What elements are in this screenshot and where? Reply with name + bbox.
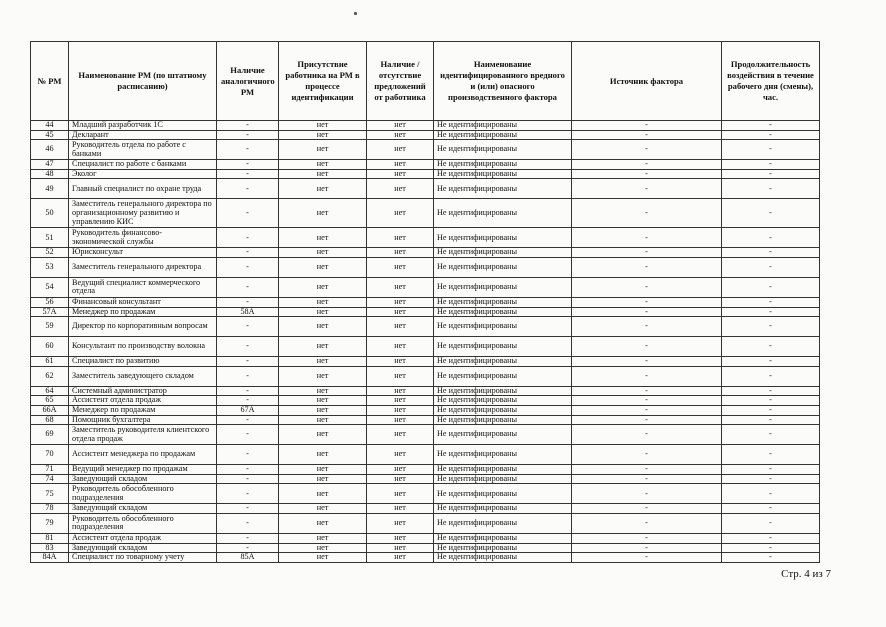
row-presence: нет: [279, 179, 367, 199]
row-position-name: Заместитель заведующего складом: [69, 366, 217, 386]
row-proposals: нет: [367, 248, 434, 258]
row-duration: -: [722, 386, 820, 396]
row-proposals: нет: [367, 357, 434, 367]
row-duration: -: [722, 199, 820, 228]
row-analog: -: [217, 504, 279, 514]
row-duration: -: [722, 248, 820, 258]
row-analog: -: [217, 533, 279, 543]
row-presence: нет: [279, 160, 367, 170]
row-proposals: нет: [367, 366, 434, 386]
row-duration: -: [722, 357, 820, 367]
row-proposals: нет: [367, 504, 434, 514]
row-position-name: Специалист по товарному учету: [69, 553, 217, 563]
row-proposals: нет: [367, 415, 434, 425]
row-analog: -: [217, 445, 279, 465]
row-duration: -: [722, 366, 820, 386]
row-source: -: [572, 199, 722, 228]
row-factor: Не идентифицированы: [434, 366, 572, 386]
row-proposals: нет: [367, 317, 434, 337]
row-duration: -: [722, 553, 820, 563]
row-duration: -: [722, 513, 820, 533]
row-presence: нет: [279, 337, 367, 357]
row-position-name: Декларант: [69, 130, 217, 140]
table-row: [31, 307, 820, 317]
row-factor: Не идентифицированы: [434, 169, 572, 179]
row-analog: -: [217, 337, 279, 357]
row-position-name: Заведующий складом: [69, 504, 217, 514]
row-proposals: нет: [367, 405, 434, 415]
row-analog: -: [217, 277, 279, 297]
row-proposals: нет: [367, 169, 434, 179]
row-proposals: нет: [367, 179, 434, 199]
row-source: -: [572, 474, 722, 484]
row-source: -: [572, 248, 722, 258]
row-factor: Не идентифицированы: [434, 160, 572, 170]
row-proposals: нет: [367, 386, 434, 396]
row-duration: -: [722, 504, 820, 514]
row-presence: нет: [279, 396, 367, 406]
row-proposals: нет: [367, 140, 434, 160]
row-analog: -: [217, 169, 279, 179]
row-number: 45: [31, 130, 69, 140]
row-number: 83: [31, 543, 69, 553]
table-row: [31, 405, 820, 415]
row-proposals: нет: [367, 307, 434, 317]
row-duration: -: [722, 140, 820, 160]
row-number: 81: [31, 533, 69, 543]
row-position-name: Заместитель руководителя клиентского отдела продаж: [69, 425, 217, 445]
table-row: [31, 317, 820, 337]
row-analog: -: [217, 248, 279, 258]
row-position-name: Директор по корпоративным вопросам: [69, 317, 217, 337]
row-presence: нет: [279, 257, 367, 277]
row-proposals: нет: [367, 297, 434, 307]
row-factor: Не идентифицированы: [434, 130, 572, 140]
row-factor: Не идентифицированы: [434, 543, 572, 553]
row-duration: -: [722, 415, 820, 425]
row-number: 56: [31, 297, 69, 307]
row-analog: -: [217, 257, 279, 277]
row-proposals: нет: [367, 553, 434, 563]
row-duration: -: [722, 297, 820, 307]
row-position-name: Главный специалист по охране труда: [69, 179, 217, 199]
row-position-name: Ведущий менеджер по продажам: [69, 465, 217, 475]
row-presence: нет: [279, 543, 367, 553]
row-duration: -: [722, 169, 820, 179]
row-presence: нет: [279, 307, 367, 317]
row-duration: -: [722, 484, 820, 504]
table-row: [31, 277, 820, 297]
row-number: 79: [31, 513, 69, 533]
row-factor: Не идентифицированы: [434, 307, 572, 317]
row-factor: Не идентифицированы: [434, 474, 572, 484]
row-position-name: Ассистент отдела продаж: [69, 533, 217, 543]
row-source: -: [572, 465, 722, 475]
table-row: [31, 474, 820, 484]
row-presence: нет: [279, 553, 367, 563]
row-analog: -: [217, 228, 279, 248]
row-position-name: Заведующий складом: [69, 543, 217, 553]
row-presence: нет: [279, 415, 367, 425]
row-source: -: [572, 317, 722, 337]
row-presence: нет: [279, 169, 367, 179]
row-source: -: [572, 277, 722, 297]
row-source: -: [572, 169, 722, 179]
row-proposals: нет: [367, 474, 434, 484]
row-number: 70: [31, 445, 69, 465]
row-presence: нет: [279, 317, 367, 337]
row-proposals: нет: [367, 160, 434, 170]
row-presence: нет: [279, 425, 367, 445]
table-row: [31, 513, 820, 533]
row-duration: -: [722, 425, 820, 445]
row-source: -: [572, 179, 722, 199]
header-source: Источник фактора: [572, 42, 722, 121]
row-analog: -: [217, 386, 279, 396]
row-factor: Не идентифицированы: [434, 396, 572, 406]
table-row: [31, 553, 820, 563]
row-analog: -: [217, 140, 279, 160]
row-duration: -: [722, 337, 820, 357]
table-row: [31, 199, 820, 228]
row-number: 62: [31, 366, 69, 386]
row-proposals: нет: [367, 396, 434, 406]
row-source: -: [572, 504, 722, 514]
row-number: 60: [31, 337, 69, 357]
row-position-name: Ассистент менеджера по продажам: [69, 445, 217, 465]
row-source: -: [572, 396, 722, 406]
row-number: 68: [31, 415, 69, 425]
row-source: -: [572, 337, 722, 357]
row-number: 84А: [31, 553, 69, 563]
row-factor: Не идентифицированы: [434, 317, 572, 337]
row-analog: -: [217, 130, 279, 140]
row-factor: Не идентифицированы: [434, 513, 572, 533]
row-number: 49: [31, 179, 69, 199]
table-row: [31, 465, 820, 475]
header-presence: Присутствие работника на РМ в процессе идентификации: [279, 42, 367, 121]
row-source: -: [572, 130, 722, 140]
row-position-name: Заместитель генерального директора по организационному развитию и управлению КИС: [69, 199, 217, 228]
row-source: -: [572, 553, 722, 563]
row-duration: -: [722, 543, 820, 553]
row-source: -: [572, 533, 722, 543]
row-position-name: Консультант по производству волокна: [69, 337, 217, 357]
row-analog: -: [217, 396, 279, 406]
row-analog: -: [217, 543, 279, 553]
row-position-name: Руководитель обособленного подразделения: [69, 484, 217, 504]
row-analog: -: [217, 484, 279, 504]
row-duration: -: [722, 160, 820, 170]
table-row: [31, 179, 820, 199]
header-proposals: Наличие / отсутствие предложений от работника: [367, 42, 434, 121]
table-row: [31, 257, 820, 277]
row-presence: нет: [279, 277, 367, 297]
row-proposals: нет: [367, 337, 434, 357]
row-number: 50: [31, 199, 69, 228]
workplace-identification-table: [30, 41, 820, 563]
row-factor: Не идентифицированы: [434, 504, 572, 514]
row-factor: Не идентифицированы: [434, 533, 572, 543]
row-number: 69: [31, 425, 69, 445]
row-duration: -: [722, 130, 820, 140]
table-row: [31, 396, 820, 406]
row-number: 64: [31, 386, 69, 396]
row-analog: -: [217, 357, 279, 367]
row-position-name: Ведущий специалист коммерческого отдела: [69, 277, 217, 297]
row-duration: -: [722, 317, 820, 337]
row-analog: -: [217, 465, 279, 475]
row-position-name: Финансовый консультант: [69, 297, 217, 307]
row-presence: нет: [279, 445, 367, 465]
row-position-name: Помощник бухгалтера: [69, 415, 217, 425]
table-row: [31, 248, 820, 258]
row-position-name: Специалист по работе с банками: [69, 160, 217, 170]
row-source: -: [572, 484, 722, 504]
row-proposals: нет: [367, 465, 434, 475]
row-presence: нет: [279, 386, 367, 396]
table-row: [31, 415, 820, 425]
row-duration: -: [722, 228, 820, 248]
row-source: -: [572, 257, 722, 277]
row-factor: Не идентифицированы: [434, 121, 572, 131]
row-proposals: нет: [367, 445, 434, 465]
row-duration: -: [722, 465, 820, 475]
row-presence: нет: [279, 297, 367, 307]
row-duration: -: [722, 405, 820, 415]
row-source: -: [572, 357, 722, 367]
page-number: Стр. 4 из 7: [781, 568, 831, 580]
row-number: 53: [31, 257, 69, 277]
row-number: 51: [31, 228, 69, 248]
row-position-name: Ассистент отдела продаж: [69, 396, 217, 406]
header-factor-name: Наименование идентифицированного вредного и (или) опасного производственного фактора: [434, 42, 572, 121]
row-factor: Не идентифицированы: [434, 248, 572, 258]
row-analog: -: [217, 415, 279, 425]
row-analog: -: [217, 317, 279, 337]
row-factor: Не идентифицированы: [434, 140, 572, 160]
row-number: 74: [31, 474, 69, 484]
row-number: 66А: [31, 405, 69, 415]
table-row: [31, 357, 820, 367]
row-presence: нет: [279, 474, 367, 484]
row-number: 65: [31, 396, 69, 406]
row-factor: Не идентифицированы: [434, 357, 572, 367]
row-number: 61: [31, 357, 69, 367]
row-source: -: [572, 140, 722, 160]
table-row: [31, 160, 820, 170]
row-presence: нет: [279, 405, 367, 415]
row-factor: Не идентифицированы: [434, 277, 572, 297]
row-proposals: нет: [367, 228, 434, 248]
table-row: [31, 337, 820, 357]
table-row: [31, 228, 820, 248]
row-source: -: [572, 513, 722, 533]
row-analog: -: [217, 121, 279, 131]
row-factor: Не идентифицированы: [434, 415, 572, 425]
row-factor: Не идентифицированы: [434, 337, 572, 357]
row-number: 57А: [31, 307, 69, 317]
row-presence: нет: [279, 357, 367, 367]
row-number: 71: [31, 465, 69, 475]
row-position-name: Юрисконсульт: [69, 248, 217, 258]
row-presence: нет: [279, 199, 367, 228]
row-source: -: [572, 160, 722, 170]
row-duration: -: [722, 277, 820, 297]
row-factor: Не идентифицированы: [434, 425, 572, 445]
header-analog: Наличие аналогичного РМ: [217, 42, 279, 121]
row-position-name: Менеджер по продажам: [69, 405, 217, 415]
table-row: [31, 484, 820, 504]
table-row: [31, 169, 820, 179]
row-position-name: Заведующий складом: [69, 474, 217, 484]
row-presence: нет: [279, 366, 367, 386]
row-analog: -: [217, 297, 279, 307]
row-presence: нет: [279, 484, 367, 504]
row-proposals: нет: [367, 425, 434, 445]
row-presence: нет: [279, 140, 367, 160]
scan-mark: [354, 12, 357, 15]
row-number: 54: [31, 277, 69, 297]
table-row: [31, 297, 820, 307]
header-duration: Продолжительность воздействия в течение рабочего дня (смены), час.: [722, 42, 820, 121]
row-duration: -: [722, 257, 820, 277]
row-factor: Не идентифицированы: [434, 297, 572, 307]
row-position-name: Менеджер по продажам: [69, 307, 217, 317]
row-analog: -: [217, 513, 279, 533]
row-position-name: Руководитель отдела по работе с банками: [69, 140, 217, 160]
row-source: -: [572, 307, 722, 317]
row-duration: -: [722, 396, 820, 406]
row-proposals: нет: [367, 130, 434, 140]
row-source: -: [572, 405, 722, 415]
row-presence: нет: [279, 130, 367, 140]
row-source: -: [572, 297, 722, 307]
row-duration: -: [722, 179, 820, 199]
row-presence: нет: [279, 228, 367, 248]
row-presence: нет: [279, 504, 367, 514]
row-presence: нет: [279, 465, 367, 475]
row-number: 59: [31, 317, 69, 337]
row-proposals: нет: [367, 533, 434, 543]
row-position-name: Руководитель обособленного подразделения: [69, 513, 217, 533]
row-analog: 67А: [217, 405, 279, 415]
row-source: -: [572, 543, 722, 553]
row-analog: -: [217, 199, 279, 228]
row-proposals: нет: [367, 543, 434, 553]
row-proposals: нет: [367, 199, 434, 228]
row-duration: -: [722, 533, 820, 543]
table-row: [31, 121, 820, 131]
row-analog: -: [217, 425, 279, 445]
row-presence: нет: [279, 248, 367, 258]
row-analog: -: [217, 474, 279, 484]
table-row: [31, 366, 820, 386]
row-duration: -: [722, 445, 820, 465]
row-factor: Не идентифицированы: [434, 257, 572, 277]
table-header-row: [31, 42, 820, 121]
row-position-name: Специалист по развитию: [69, 357, 217, 367]
row-number: 78: [31, 504, 69, 514]
row-position-name: Системный администратор: [69, 386, 217, 396]
row-source: -: [572, 386, 722, 396]
header-num: № РМ: [31, 42, 69, 121]
row-factor: Не идентифицированы: [434, 199, 572, 228]
row-analog: -: [217, 366, 279, 386]
row-source: -: [572, 425, 722, 445]
row-proposals: нет: [367, 484, 434, 504]
row-source: -: [572, 366, 722, 386]
row-factor: Не идентифицированы: [434, 465, 572, 475]
row-number: 44: [31, 121, 69, 131]
row-duration: -: [722, 307, 820, 317]
row-factor: Не идентифицированы: [434, 179, 572, 199]
row-analog: -: [217, 160, 279, 170]
row-proposals: нет: [367, 513, 434, 533]
row-presence: нет: [279, 513, 367, 533]
row-proposals: нет: [367, 257, 434, 277]
row-number: 47: [31, 160, 69, 170]
row-factor: Не идентифицированы: [434, 445, 572, 465]
table-row: [31, 445, 820, 465]
row-proposals: нет: [367, 277, 434, 297]
row-number: 48: [31, 169, 69, 179]
row-presence: нет: [279, 533, 367, 543]
row-source: -: [572, 415, 722, 425]
row-analog: 58А: [217, 307, 279, 317]
row-duration: -: [722, 121, 820, 131]
row-presence: нет: [279, 121, 367, 131]
table-row: [31, 504, 820, 514]
row-position-name: Руководитель финансово-экономической службы: [69, 228, 217, 248]
row-source: -: [572, 445, 722, 465]
row-factor: Не идентифицированы: [434, 405, 572, 415]
table-row: [31, 140, 820, 160]
header-name: Наименование РМ (по штатному расписанию): [69, 42, 217, 121]
row-number: 52: [31, 248, 69, 258]
row-analog: -: [217, 179, 279, 199]
table-row: [31, 130, 820, 140]
row-analog: 85А: [217, 553, 279, 563]
row-position-name: Эколог: [69, 169, 217, 179]
row-position-name: Заместитель генерального директора: [69, 257, 217, 277]
row-position-name: Младший разработчик 1С: [69, 121, 217, 131]
row-number: 75: [31, 484, 69, 504]
row-factor: Не идентифицированы: [434, 228, 572, 248]
row-factor: Не идентифицированы: [434, 484, 572, 504]
table-row: [31, 533, 820, 543]
row-factor: Не идентифицированы: [434, 553, 572, 563]
row-source: -: [572, 228, 722, 248]
row-source: -: [572, 121, 722, 131]
table-row: [31, 425, 820, 445]
row-duration: -: [722, 474, 820, 484]
row-factor: Не идентифицированы: [434, 386, 572, 396]
row-number: 46: [31, 140, 69, 160]
table-body: [31, 121, 820, 563]
row-proposals: нет: [367, 121, 434, 131]
